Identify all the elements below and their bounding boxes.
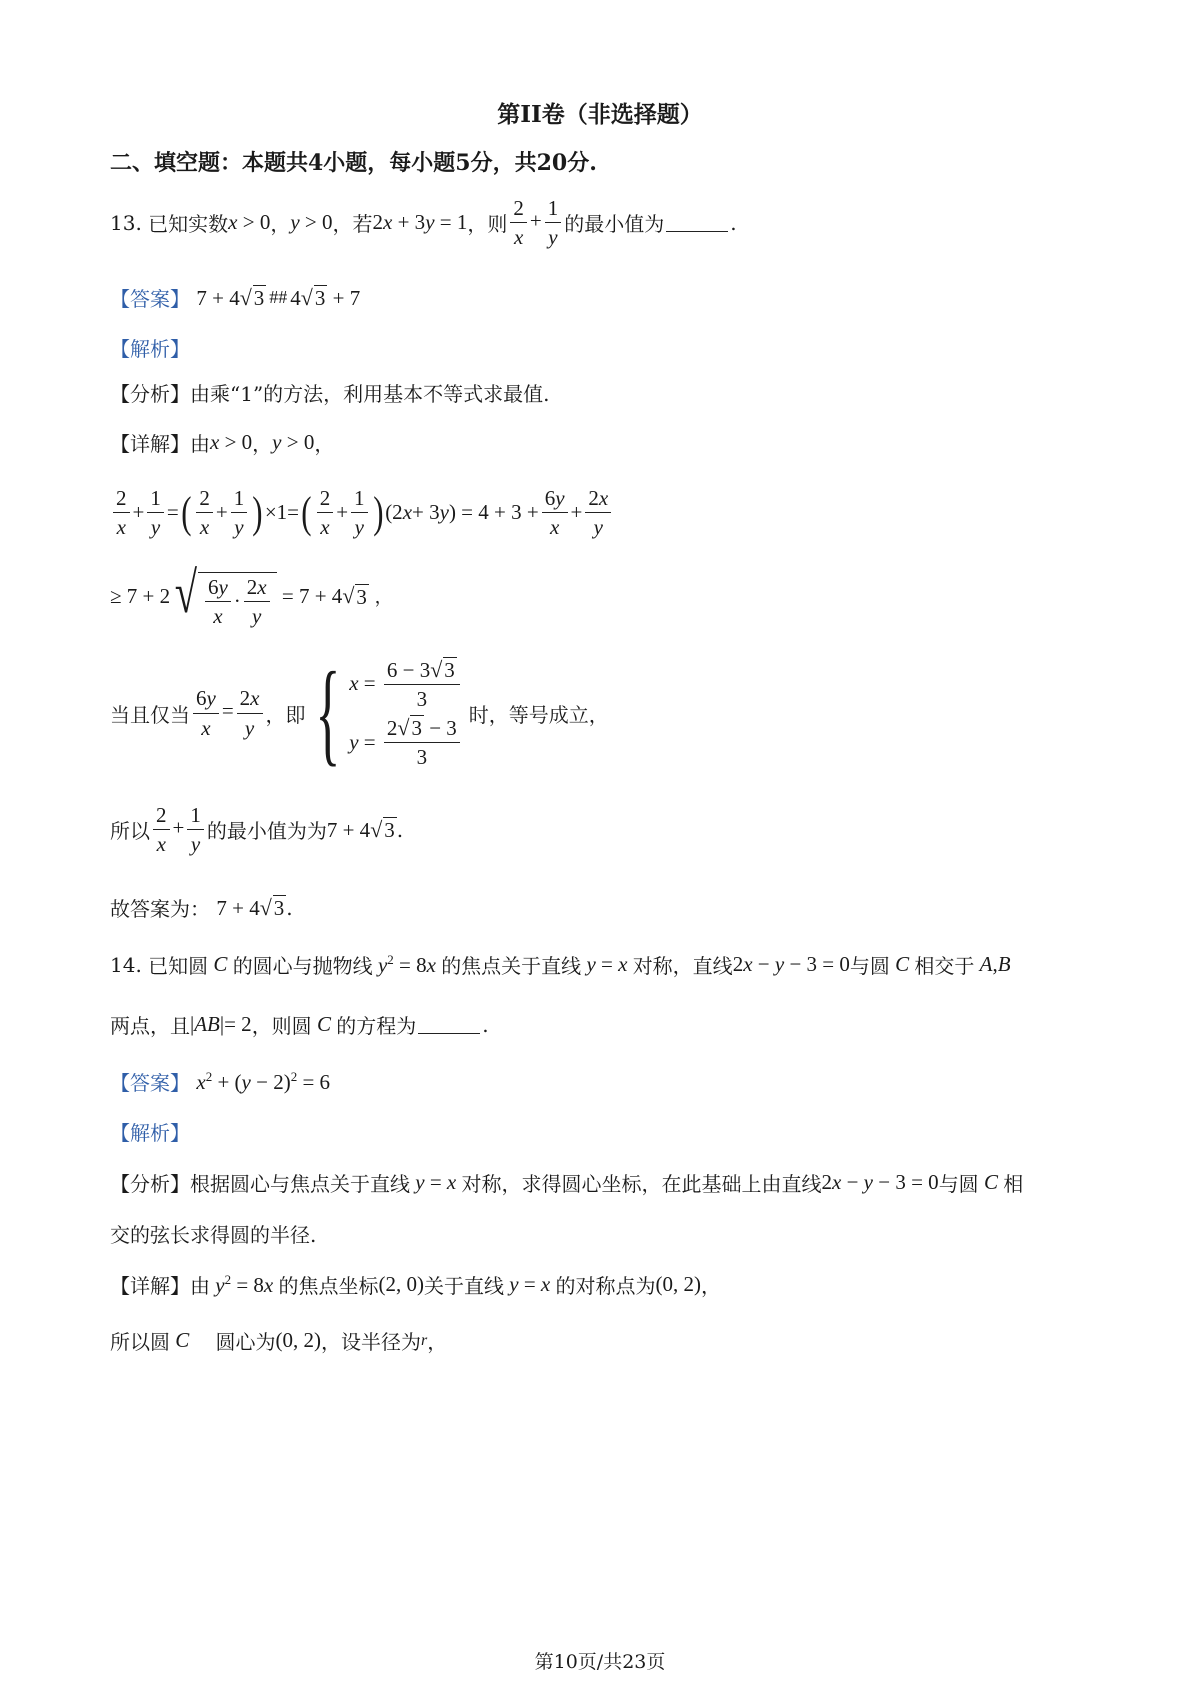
q13-analysis: 【分析】由乘“1”的方法，利用基本不等式求最值. — [110, 382, 550, 406]
q13-derivation-1: $\frac{2}{x}$ + $\frac{1}{y}$ = ( $\frac{2}{x}$ + $\frac{1}{y}$ ) ×1= ( $\frac{2}{x}$ + $\frac{1}{y}$ ) (2 x + 3 y ) = 4 + 3 + $\frac{6y}{x}$ + $\frac{2x}{y}$ — [110, 486, 614, 539]
q14-radius: 所以圆 C 圆心为 (0, 2) ，设半径为 r ， — [110, 1328, 448, 1354]
q13-final: 故答案为： 7 + 4√3 . — [110, 894, 293, 921]
section-heading: 二、填空题：本题共4小题，每小题5分，共20分. — [110, 150, 597, 176]
q13-derivation-2: ≥ 7 + 2 √ $\frac{6y}{x}$ · $\frac{2x}{y}$ = 7 + 4 √ 3 ， — [110, 560, 393, 629]
q13-conclusion: 所以 $\frac{2}{x}$ + $\frac{1}{y}$ 的最小值为为 7 + 4√3 . — [110, 803, 404, 857]
q13-analysis-tag: 【解析】 — [110, 337, 190, 361]
q13-detail: 【详解】由 x > 0 ， y > 0 ， — [110, 430, 335, 456]
q13-question: 13. 已知实数 x > 0 ， y > 0 ，若 2x + 3y = 1 ，则 $\frac{2}{x}$ + $\frac{1}{y}$ 的最小值为 . — [110, 196, 737, 250]
q14-answer: 【答案】 $x^2 + (y - 2)^2 = 6$ — [110, 1068, 331, 1095]
q14-analysis-line2: 交的弦长求得圆的半径. — [110, 1223, 317, 1247]
q14-question-line2: 两点，且 |AB|= 2 ，则圆 C 的方程为 . — [110, 1012, 489, 1038]
q14-detail: 【详解】由 $y^2 = 8x$ 的焦点坐标 (2, 0) 关于直线 y = x 的对称点为 (0, 2) ， — [110, 1271, 721, 1298]
page-footer: 第10页/共23页 — [534, 1651, 666, 1673]
q13-answer: 【答案】 7 + 4√3 ## 4√3 + 7 — [110, 284, 361, 311]
answer-blank — [666, 213, 728, 232]
part-title: 第II卷（非选择题） — [497, 101, 703, 128]
q14-analysis-line1: 【分析】根据圆心与焦点关于直线 y = x 对称，求得圆心坐标，在此基础上由直线 2x − y − 3 = 0 与圆 C 相 — [110, 1170, 1024, 1196]
q14-analysis-tag: 【解析】 — [110, 1121, 190, 1145]
answer-blank — [418, 1015, 480, 1034]
q14-question-line1: 14. 已知圆 C 的圆心与抛物线 $y^2 = 8x$ 的焦点关于直线 y = x 对称，直线 2x − y − 3 = 0 与圆 C 相交于 A , B — [110, 951, 1011, 978]
q13-equality-condition: 当且仅当 $\frac{6y}{x}$ = $\frac{2x}{y}$ ，即 { x = $\frac{6 - 3√3}{3}$ y = $\frac{2√3 - 3}{3}$ 时，等号成立， — [110, 649, 609, 777]
